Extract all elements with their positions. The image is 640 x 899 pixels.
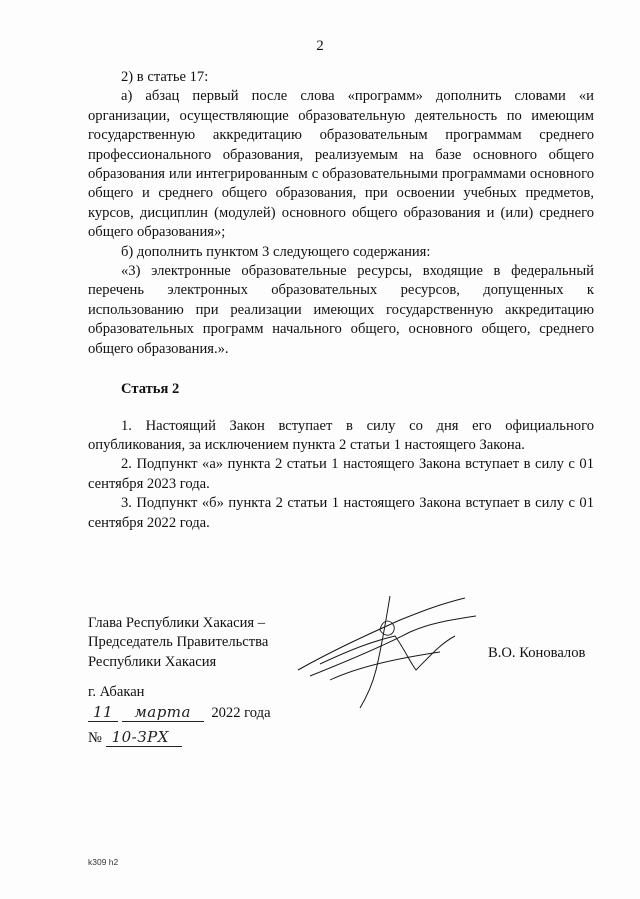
handwritten-day: 11 xyxy=(88,703,118,722)
signing-place: г. Абакан xyxy=(88,684,145,700)
article-2-item-2: 2. Подпункт «а» пункта 2 статьи 1 настоящего Закона вступает в силу с 01 сентября 2023 года. xyxy=(88,456,594,492)
number-sign: № xyxy=(88,730,102,746)
signing-date xyxy=(88,703,271,722)
signatory-name: В.О. Коновалов xyxy=(488,645,586,661)
law-number xyxy=(88,728,182,747)
paragraph-subpoint-a: а) абзац первый после слова «программ» дополнить словами «и организации, осуществляющие образовательную деятельность по имеющим государственную аккредитацию образовательным программам среднего профессионального образования, реализуемым на базе основного общего образования или интегрированным с образовательными программами основного общего и среднего общего образования, при освоении учебных предметов, курсов, дисциплин (модулей) основного общего образования и (или) среднего общего образования»; xyxy=(88,88,594,241)
handwritten-law-number: 10-ЗРХ xyxy=(106,728,182,747)
signatory-title xyxy=(88,614,268,672)
article-heading: Статья 2 xyxy=(121,381,180,398)
paragraph-point-3: «3) электронные образовательные ресурсы, входящие в федеральный перечень электронных образовательных ресурсов, допущенных к использованию при реализации имеющих государственную аккредитацию образовательных программ начального общего, основного общего, среднего общего образования.». xyxy=(88,263,594,357)
handwritten-signature xyxy=(290,590,490,720)
signatory-title-line-1: Глава Республики Хакасия – xyxy=(88,615,266,631)
article-2-item-1: 1. Настоящий Закон вступает в силу со дня его официального опубликования, за исключением пункта 2 статьи 1 настоящего Закона. xyxy=(88,417,594,453)
footer-code: k309 h2 xyxy=(88,857,119,867)
paragraph-article-17: 2) в статье 17: xyxy=(121,69,209,85)
signatory-title-line-3: Республики Хакасия xyxy=(88,653,217,670)
signatory-title-line-2: Председатель Правительства xyxy=(88,634,269,651)
page-number: 2 xyxy=(316,38,324,54)
date-year: 2022 года xyxy=(211,705,271,721)
document-body xyxy=(88,68,594,533)
handwritten-month: марта xyxy=(122,703,204,722)
paragraph-subpoint-b: б) дополнить пунктом 3 следующего содержания: xyxy=(121,243,431,260)
article-2-item-3: 3. Подпункт «б» пункта 2 статьи 1 настоящего Закона вступает в силу с 01 сентября 2022 года. xyxy=(88,495,594,531)
